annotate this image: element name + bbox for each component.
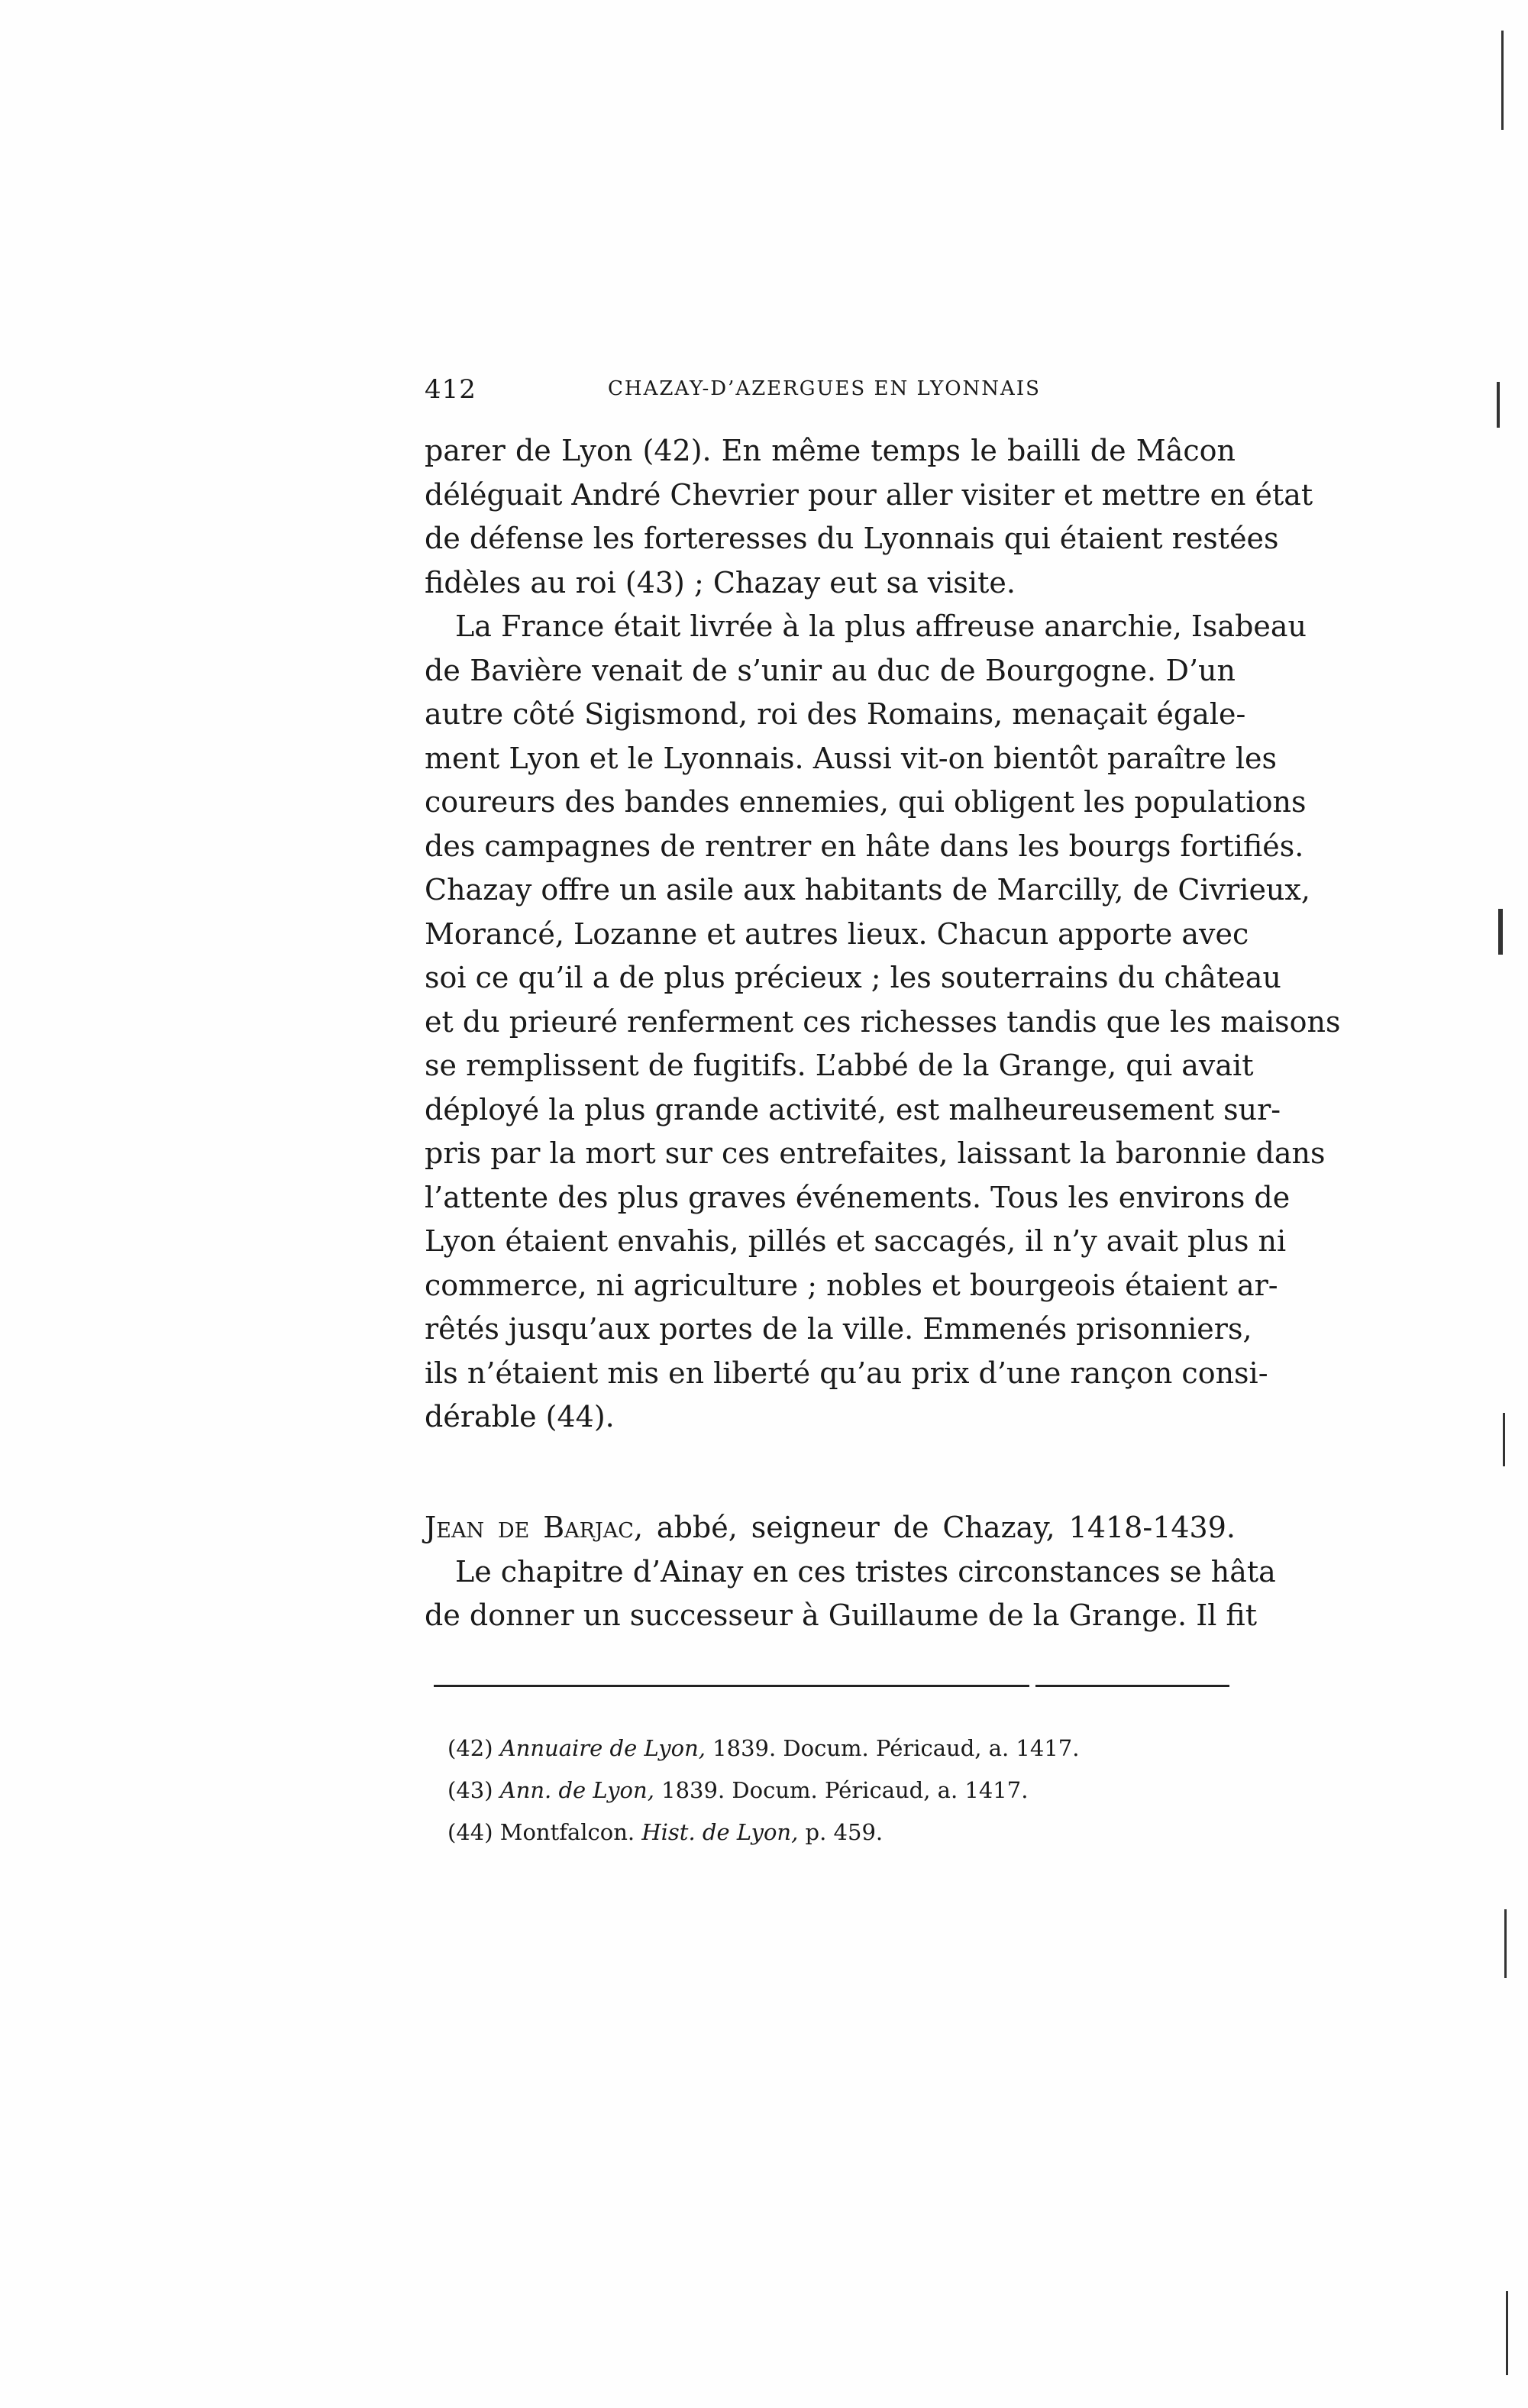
footnote-44 [447,1812,1242,1854]
separator-rule [1035,1685,1229,1687]
footnote-separator [434,1685,1229,1687]
footnote-rest: p. 459. [798,1819,884,1845]
text-line: La France était livrée à la plus affreuse anarchie, Isabeau [455,609,1307,643]
entry-heading-rest: , abbé, seigneur de Chazay, 1418-1439. [633,1511,1236,1544]
text-line: de Bavière venait de s’unir au duc de Bourgogne. D’un [425,653,1236,687]
scan-edge-mark [1504,1909,1507,1978]
text-line: ment Lyon et le Lyonnais. Aussi vit-on bientôt paraître les [425,741,1278,775]
page-number: 412 [425,374,476,405]
footnote-43 [447,1770,1242,1812]
text-line: des campagnes de rentrer en hâte dans les bourgs fortifiés. [425,829,1304,863]
entry-heading [425,1506,1236,1550]
text-line: ils n’étaient mis en liberté qu’au prix d’une rançon consi- [425,1356,1268,1390]
text-line: commerce, ni agriculture ; nobles et bourgeois étaient ar- [425,1268,1278,1302]
footnote-title: Ann. de Lyon, [499,1777,654,1803]
text-line: se remplissent de fugitifs. L’abbé de la Grange, qui avait [425,1049,1254,1082]
scan-edge-mark [1503,1413,1505,1466]
scan-edge-mark [1501,31,1504,130]
scan-edge-mark [1498,909,1503,955]
footnote-title: Annuaire de Lyon, [499,1735,706,1761]
scan-edge-mark [1506,2291,1508,2375]
text-line: fidèles au roi (43) ; Chazay eut sa visite. [425,565,1016,600]
text-line: de défense les forteresses du Lyonnais qui étaient restées [425,522,1279,555]
text-line: Le chapitre d’Ainay en ces tristes circonstances se hâta [455,1554,1276,1589]
footnote-number: (42) [447,1735,493,1761]
entry-section [425,1506,1276,1638]
text-line: l’attente des plus graves événements. Tous les environs de [425,1180,1291,1214]
text-line: Morancé, Lozanne et autres lieux. Chacun apporte avec [425,916,1249,951]
text-line: soi ce qu’il a de plus précieux ; les souterrains du château [425,961,1281,994]
scan-edge-mark [1497,382,1500,428]
text-line: autre côté Sigismond, roi des Romains, menaçait égale- [425,697,1246,731]
footnote-prefix: Montfalcon. [493,1819,642,1845]
text-line: rêtés jusqu’aux portes de la ville. Emmenés prisonniers, [425,1312,1252,1346]
footnotes [447,1728,1242,1854]
entry-heading-name: Jean de Barjac [425,1511,634,1544]
text-line: Lyon étaient envahis, pillés et saccagés, il n’y avait plus ni [425,1224,1287,1258]
text-line: coureurs des bandes ennemies, qui obligent les populations [425,785,1307,819]
text-line: de donner un successeur à Guillaume de la Grange. Il fit [425,1598,1258,1632]
body-text [425,429,1341,1440]
separator-rule [434,1685,1029,1687]
running-head [425,374,1242,408]
footnote-number: (43) [447,1777,493,1803]
text-line: dérable (44). [425,1400,615,1433]
footnote-42 [447,1728,1242,1770]
footnote-title: Hist. de Lyon, [641,1819,799,1845]
running-title: CHAZAY-D’AZERGUES EN LYONNAIS [608,377,1041,400]
footnote-rest: 1839. Docum. Péricaud, a. 1417. [654,1777,1029,1803]
text-line: et du prieuré renferment ces richesses tandis que les maisons [425,1004,1341,1039]
text-line: déployé la plus grande activité, est malheureusement sur- [425,1092,1281,1126]
footnote-number: (44) [447,1819,493,1845]
text-line: pris par la mort sur ces entrefaites, laissant la baronnie dans [425,1136,1326,1170]
text-line: déléguait André Chevrier pour aller visiter et mettre en état [425,477,1313,512]
footnote-rest: 1839. Docum. Péricaud, a. 1417. [705,1735,1080,1761]
text-line: parer de Lyon (42). En même temps le bailli de Mâcon [425,434,1236,467]
text-line: Chazay offre un asile aux habitants de Marcilly, de Civrieux, [425,873,1310,907]
